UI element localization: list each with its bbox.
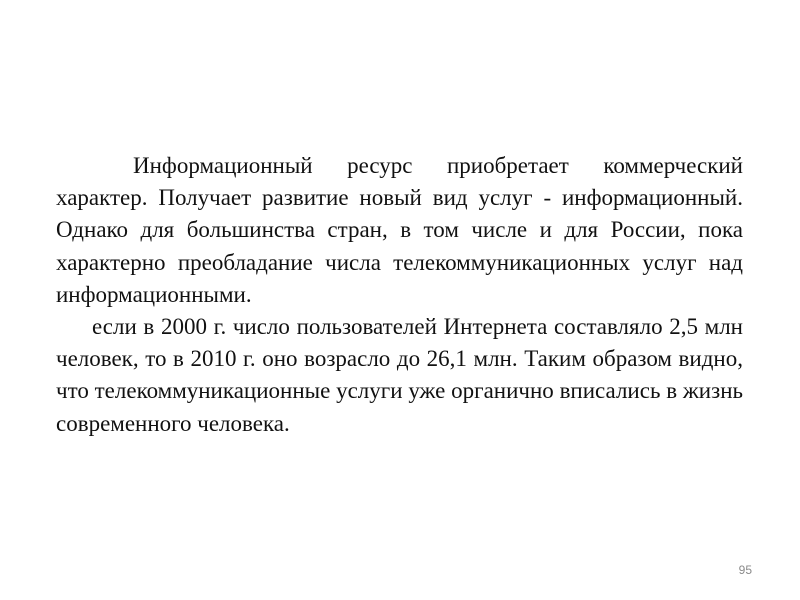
slide-body-text <box>56 150 743 440</box>
paragraph-internet-statistics: если в 2000 г. число пользователей Интернета составляло 2,5 млн человек, то в 2010 г. оно возрасло до 26,1 млн. Таким образом видно, что телекоммуникационные услуги уже органично вписались в жизнь современного человека. <box>56 314 743 436</box>
page-number: 95 <box>738 563 752 577</box>
paragraph-information-resource: Информационный ресурс приобретает коммерческий характер. Получает развитие новый вид услуг - информационный. Однако для большинства стран, в том числе и для России, пока характерно преобладание числа телекоммуникационных услуг над информационными. <box>56 153 743 307</box>
